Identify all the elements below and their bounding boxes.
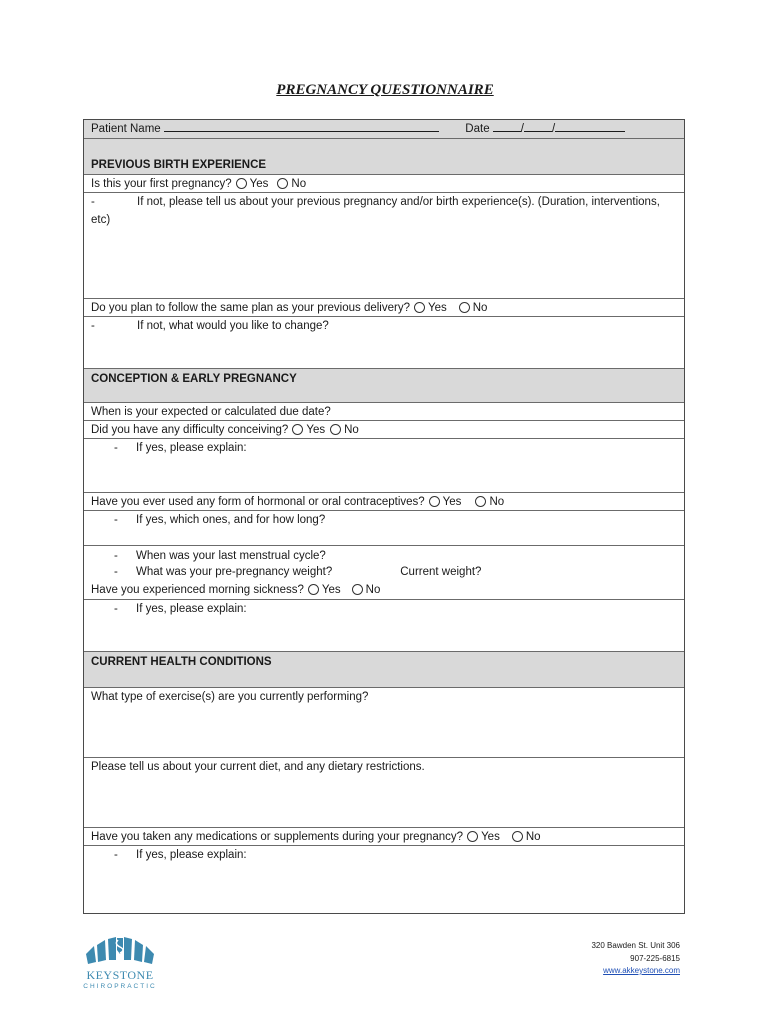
radio-yes[interactable] <box>236 178 247 189</box>
followup-text: If not, what would you like to change? <box>137 320 329 332</box>
date-day-field[interactable] <box>524 120 552 132</box>
radio-yes[interactable] <box>467 831 478 842</box>
radio-yes-label: Yes <box>306 424 326 436</box>
section-heading-previous-birth <box>84 138 684 174</box>
radio-no[interactable] <box>475 496 486 507</box>
radio-yes[interactable] <box>308 584 319 595</box>
followup-text: If not, please tell us about your previous pregnancy and/or birth experience(s). (Duration, interventions, etc) <box>91 196 660 226</box>
question-text: Have you taken any medications or supplements during your pregnancy? <box>91 831 464 843</box>
date-month-field[interactable] <box>493 120 521 132</box>
patient-name-field[interactable] <box>164 120 439 132</box>
followup-text: If yes, please explain: <box>136 849 247 861</box>
page-title: PREGNANCY QUESTIONNAIRE <box>276 82 494 98</box>
question-morning-sickness <box>84 581 684 599</box>
patient-name-label: Patient Name <box>91 123 161 135</box>
answer-box-contraceptives[interactable] <box>84 510 684 545</box>
followup-text: If yes, please explain: <box>136 603 247 615</box>
radio-no-label: No <box>291 178 307 190</box>
question-weight[interactable] <box>84 563 684 581</box>
radio-no-label: No <box>344 424 359 436</box>
question-text: When is your expected or calculated due date? <box>91 406 331 418</box>
dash-marker: - <box>114 514 118 526</box>
dash-marker: - <box>114 603 118 615</box>
question-due-date[interactable] <box>84 402 684 420</box>
footer-address: 320 Bawden St. Unit 306 <box>591 941 680 950</box>
answer-box-change-plan[interactable] <box>84 316 684 368</box>
radio-yes-label: Yes <box>249 178 269 190</box>
question-last-cycle[interactable] <box>84 545 684 563</box>
radio-no-label: No <box>472 302 488 314</box>
section-heading-current-health <box>84 651 684 687</box>
logo-name: KEYSTONE <box>86 968 154 982</box>
radio-no-label: No <box>525 831 541 843</box>
dash-marker: - <box>114 566 118 578</box>
question-same-plan <box>84 298 684 316</box>
section-heading-text: CURRENT HEALTH CONDITIONS <box>91 656 272 668</box>
section-heading-text: PREVIOUS BIRTH EXPERIENCE <box>91 159 267 171</box>
question-text: Have you ever used any form of hormonal or oral contraceptives? <box>91 496 425 508</box>
date-separator: / <box>520 123 524 135</box>
question-first-pregnancy <box>84 174 684 192</box>
answer-box-morning-sickness[interactable] <box>84 599 684 651</box>
question-difficulty-conceiving <box>84 420 684 438</box>
question-text: What was your pre-pregnancy weight? <box>136 566 333 578</box>
dash-marker: - <box>114 550 118 562</box>
radio-no[interactable] <box>512 831 523 842</box>
section-heading-conception <box>84 368 684 402</box>
dash-marker: - <box>91 320 95 332</box>
questionnaire-form <box>83 119 685 914</box>
question-text: What type of exercise(s) are you currently performing? <box>91 691 369 703</box>
question-medications <box>84 827 684 845</box>
answer-box-exercise[interactable] <box>84 687 684 757</box>
radio-no-label: No <box>489 496 505 508</box>
radio-yes-label: Yes <box>481 831 500 843</box>
logo-subtitle: CHIROPRACTIC <box>83 983 157 990</box>
date-separator: / <box>552 123 556 135</box>
followup-text: If yes, which ones, and for how long? <box>136 514 326 526</box>
date-label: Date <box>465 123 490 135</box>
dash-marker: - <box>91 196 95 208</box>
question-text: When was your last menstrual cycle? <box>136 550 326 562</box>
answer-box-difficulty[interactable] <box>84 438 684 492</box>
footer-phone: 907-225-6815 <box>630 953 680 963</box>
radio-yes-label: Yes <box>427 302 447 314</box>
radio-yes[interactable] <box>429 496 440 507</box>
question-contraceptives <box>84 492 684 510</box>
radio-no[interactable] <box>459 302 470 313</box>
date-year-field[interactable] <box>555 120 625 132</box>
answer-box-previous-experience[interactable] <box>84 192 684 298</box>
current-weight-label: Current weight? <box>400 566 482 578</box>
answer-box-diet[interactable] <box>84 757 684 827</box>
radio-no-label: No <box>365 584 381 596</box>
question-text: Did you have any difficulty conceiving? <box>91 424 289 436</box>
footer-website-link[interactable]: www.akkeystone.com <box>603 966 680 975</box>
radio-no[interactable] <box>277 178 288 189</box>
followup-text: If yes, please explain: <box>136 442 247 454</box>
radio-yes[interactable] <box>414 302 425 313</box>
dash-marker: - <box>114 849 118 861</box>
contact-footer <box>591 940 680 978</box>
radio-yes[interactable] <box>292 424 303 435</box>
radio-yes-label: Yes <box>442 496 462 508</box>
answer-box-medications[interactable] <box>84 845 684 913</box>
question-text: Please tell us about your current diet, and any dietary restrictions. <box>91 761 425 773</box>
section-heading-text: CONCEPTION & EARLY PREGNANCY <box>91 373 297 385</box>
question-text: Do you plan to follow the same plan as your previous delivery? <box>91 302 410 314</box>
radio-yes-label: Yes <box>321 584 341 596</box>
radio-no[interactable] <box>352 584 363 595</box>
radio-no[interactable] <box>330 424 341 435</box>
question-text: Have you experienced morning sickness? <box>91 584 304 596</box>
question-text: Is this your first pregnancy? <box>91 178 232 190</box>
dash-marker: - <box>114 442 118 454</box>
patient-info-row <box>84 120 684 138</box>
